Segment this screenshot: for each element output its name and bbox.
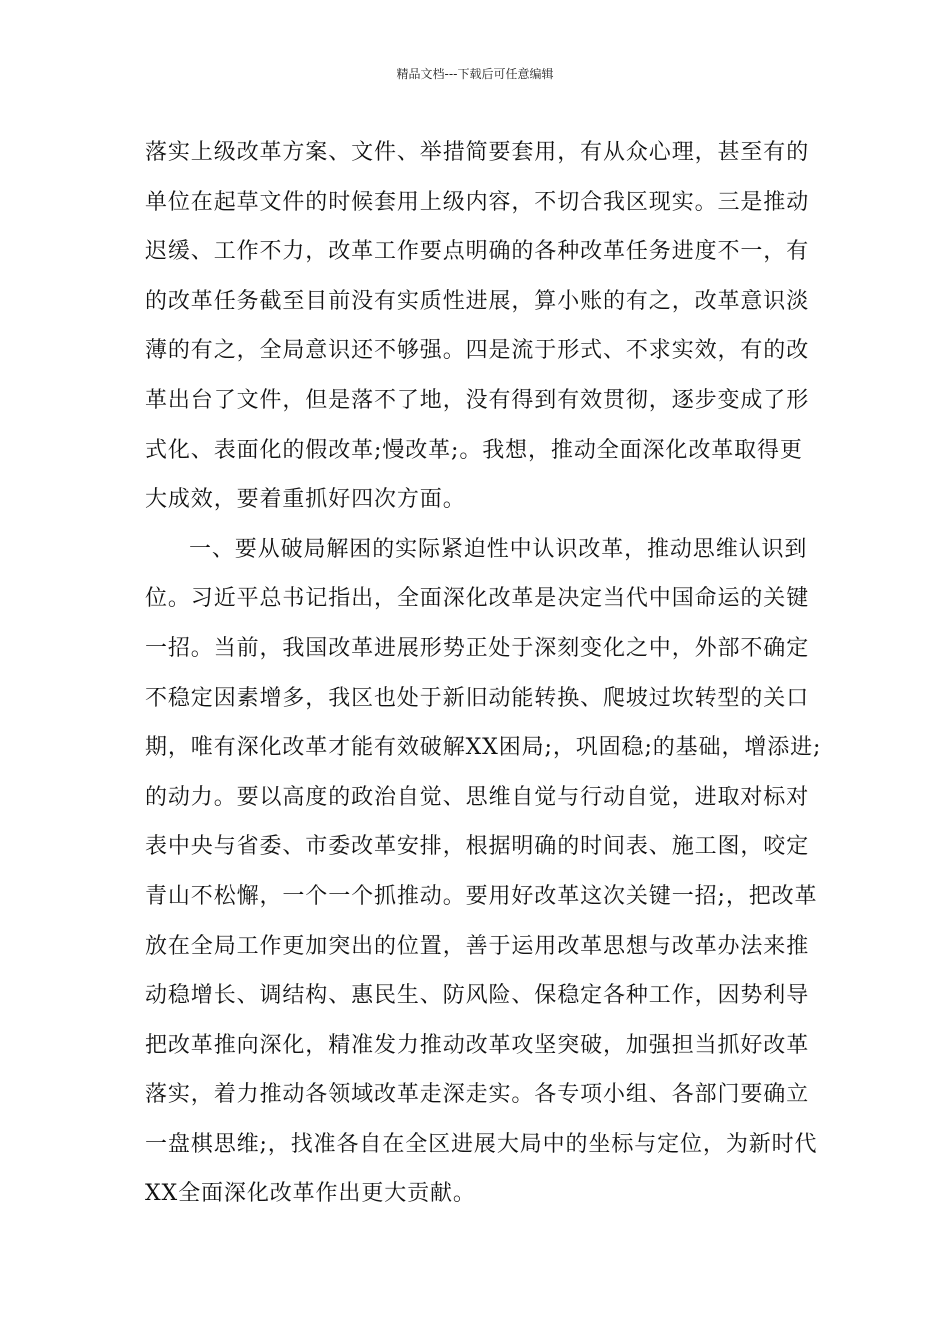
page-header: 精品文档---下载后可任意编辑 (396, 67, 554, 81)
text-line: 落实，着力推动各领域改革走深走实。各专项小组、各部门要确立 (145, 1082, 810, 1108)
text-line: XX全面深化改革作出更大贡献。 (145, 1181, 476, 1207)
paragraph-1 (145, 128, 817, 525)
text-line: 式化、表面化的假改革;慢改革;。我想，推动全面深化改革取得更 (145, 437, 803, 463)
text-line: 不稳定因素增多，我区也处于新旧动能转换、爬坡过坎转型的关口 (145, 685, 810, 711)
text-line: 一招。当前，我国改革进展形势正处于深刻变化之中，外部不确定 (145, 635, 810, 661)
body-text (145, 128, 822, 1219)
text-line: 迟缓、工作不力，改革工作要点明确的各种改革任务进度不一，有 (145, 239, 810, 265)
text-line: 表中央与省委、市委改革安排，根据明确的时间表、施工图，咬定 (145, 834, 810, 860)
text-line: 一、要从破局解困的实际紧迫性中认识改革，推动思维认识到 (189, 536, 808, 562)
text-line: 的改革任务截至目前没有实质性进展，算小账的有之，改革意识淡 (145, 288, 810, 314)
text-line: 放在全局工作更加突出的位置，善于运用改革思想与改革办法来推 (145, 933, 810, 959)
text-line: 大成效，要着重抓好四次方面。 (145, 487, 466, 513)
text-line: 革出台了文件，但是落不了地，没有得到有效贯彻，逐步变成了形 (145, 387, 810, 413)
text-line: 动稳增长、调结构、惠民生、防风险、保稳定各种工作，因势利导 (145, 983, 810, 1009)
text-line: 期，唯有深化改革才能有效破解XX困局;，巩固稳;的基础，增添进; (145, 735, 822, 761)
text-line: 单位在起草文件的时候套用上级内容，不切合我区现实。三是推动 (145, 189, 810, 215)
text-line: 把改革推向深化，精准发力推动改革攻坚突破，加强担当抓好改革 (145, 1032, 810, 1058)
text-line: 薄的有之，全局意识还不够强。四是流于形式、不求实效，有的改 (145, 338, 810, 364)
text-line: 一盘棋思维;，找准各自在全区进展大局中的坐标与定位，为新时代 (145, 1131, 818, 1157)
text-line: 位。习近平总书记指出，全面深化改革是决定当代中国命运的关键 (145, 586, 810, 612)
text-line: 青山不松懈，一个一个抓推动。要用好改革这次关键一招;，把改革 (145, 883, 818, 909)
text-line: 的动力。要以高度的政治自觉、思维自觉与行动自觉，进取对标对 (145, 784, 810, 810)
text-line: 落实上级改革方案、文件、举措简要套用，有从众心理，甚至有的 (145, 140, 810, 165)
paragraph-2 (145, 525, 822, 1219)
